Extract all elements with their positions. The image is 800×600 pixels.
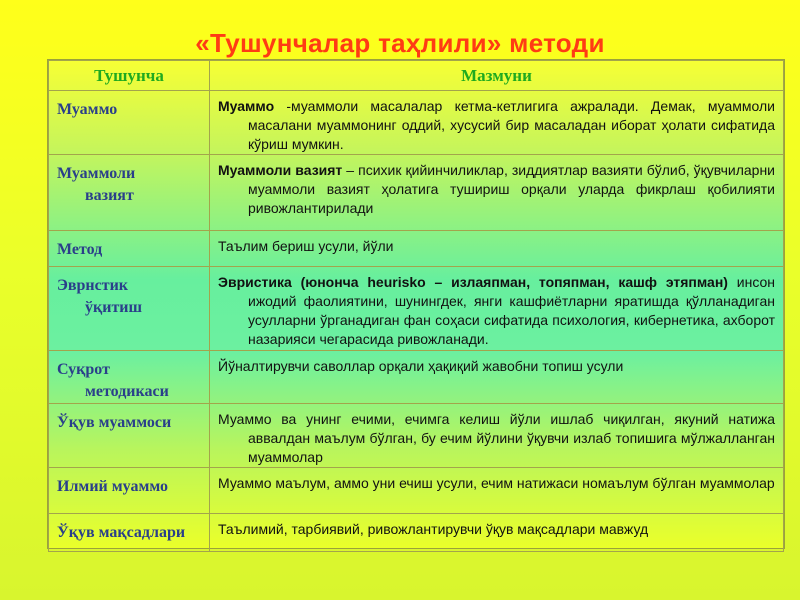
table-header-row xyxy=(49,61,784,91)
definition-text: Йўналтирувчи саволлар орқали ҳақиқий жавобни топиш усули xyxy=(218,358,624,374)
page-title: «Тушунчалар таҳлили» методи xyxy=(195,28,605,58)
definition-text: инсон ижодий фаолиятини, шунингдек, янги кашфиётларни яратишда қўлланадиган усулларни ўрганадиган фан соҳаси сифатида психология, кибернетика, ахборот назарияси чегарасида ривожланади. xyxy=(248,274,776,347)
header-definition: Мазмуни xyxy=(210,61,784,91)
term-cell xyxy=(49,231,210,267)
definition-cell xyxy=(210,468,784,514)
table-row xyxy=(49,468,784,514)
term-line-1: Эврнстик xyxy=(57,277,129,294)
header-term: Тушунча xyxy=(49,61,210,91)
term-line-1: Метод xyxy=(57,241,103,258)
term-cell xyxy=(49,468,210,514)
definition-text: -муаммоли масалалар кетма-кетлигига ажралади. Демак, муаммоли масалани муаммонинг оддий, хусусий бир масаладан иборат ҳолати сифатида кўриш мумкин. xyxy=(248,98,775,152)
table-row xyxy=(49,231,784,267)
definition-cell xyxy=(210,267,784,351)
term-line-1: Ўқув муаммоси xyxy=(57,414,172,431)
table-row xyxy=(49,514,784,552)
term-cell xyxy=(49,267,210,351)
term-cell xyxy=(49,514,210,552)
term-line-2: вазият xyxy=(85,187,134,204)
term-line-1: Муаммо xyxy=(57,101,118,118)
definition-cell xyxy=(210,231,784,267)
term-cell xyxy=(49,155,210,231)
term-cell xyxy=(49,91,210,155)
term-line-2: ўқитиш xyxy=(85,299,143,316)
term-line-1: Суқрот xyxy=(57,361,110,378)
definition-bold: Муаммоли вазият xyxy=(218,162,343,178)
table-row xyxy=(49,91,784,155)
definition-text: – психик қийинчиликлар, зиддиятлар вазияти бўлиб, ўқувчиларни муаммоли вазият ҳолатига тушириш орқали уларда фикрлаш қобилияти ривожлантирилади xyxy=(248,162,775,216)
definition-text: Муаммо маълум, аммо уни ечиш усули, ечим натижаси номаълум бўлган муаммолар xyxy=(218,475,775,491)
term-cell xyxy=(49,351,210,404)
table-row xyxy=(49,404,784,468)
definition-bold: Эвристика (юнонча heurisko – излаяпман, топяпман, кашф этяпман) xyxy=(218,274,728,290)
definition-cell xyxy=(210,91,784,155)
term-line-2: методикаси xyxy=(85,383,169,400)
concepts-table xyxy=(47,59,785,549)
definition-cell xyxy=(210,155,784,231)
term-line-1: Ўқув мақсадлари xyxy=(57,524,186,541)
table-row xyxy=(49,267,784,351)
definition-text: Таълим бериш усули, йўли xyxy=(218,238,394,254)
term-cell xyxy=(49,404,210,468)
definition-text: Таълимий, тарбиявий, ривожлантирувчи ўқув мақсадлари мавжуд xyxy=(218,521,649,537)
definition-cell xyxy=(210,351,784,404)
table-row xyxy=(49,351,784,404)
table-row xyxy=(49,155,784,231)
term-line-1: Илмий муаммо xyxy=(57,478,169,495)
definition-cell xyxy=(210,514,784,552)
definition-bold: Муаммо xyxy=(218,98,275,114)
definition-text: Муаммо ва унинг ечими, ечимга келиш йўли ишлаб чиқилган, якуний натижа аввалдан маълум бўлган, бу ечим йўлини ўқувчи излаб топишига мўлжалланган муаммолар xyxy=(218,411,775,465)
definition-cell xyxy=(210,404,784,468)
term-line-1: Муаммоли xyxy=(57,165,136,182)
